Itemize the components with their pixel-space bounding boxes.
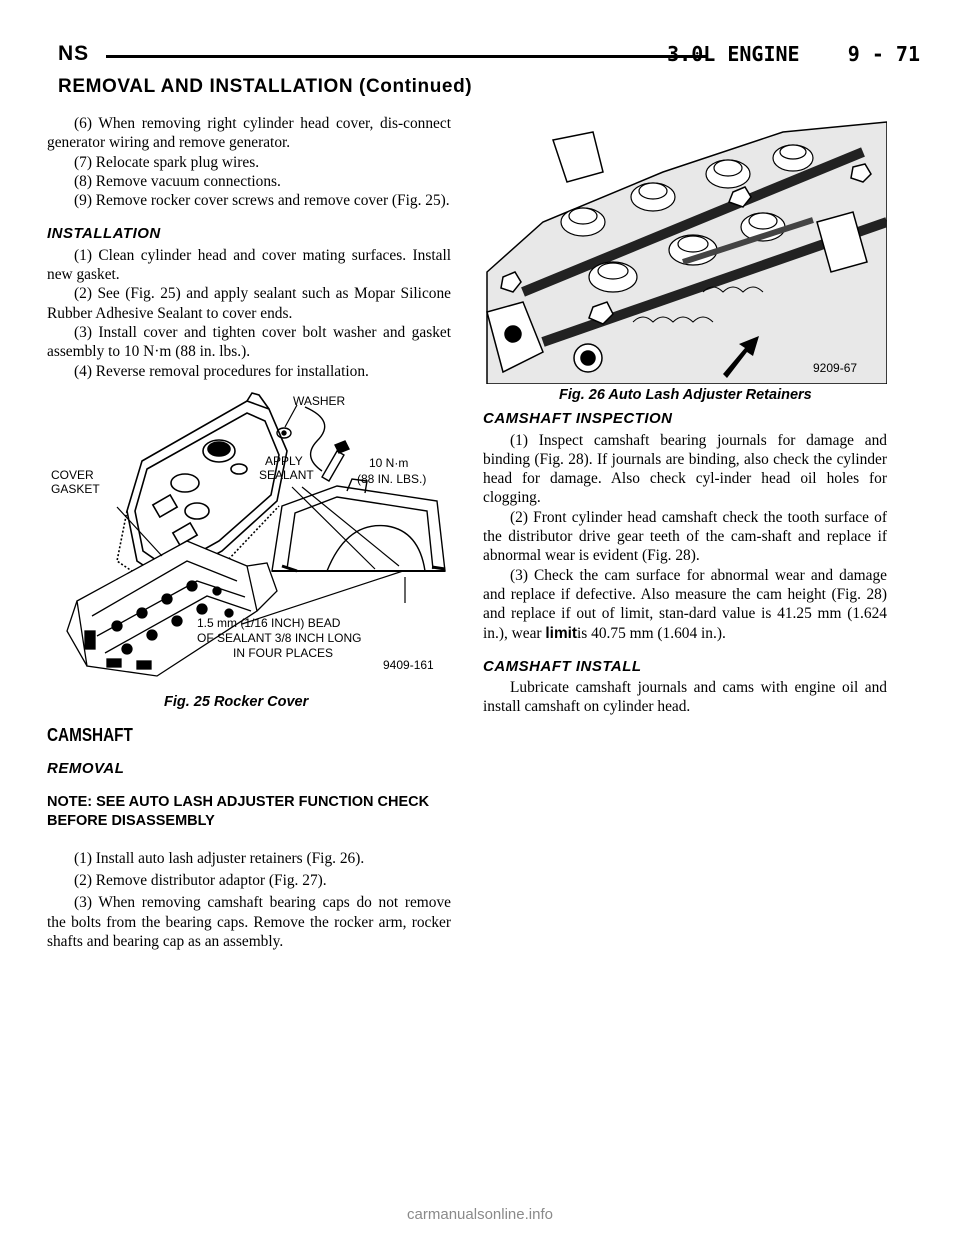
label-bead-2: OF SEALANT 3/8 INCH LONG: [197, 630, 362, 645]
section-page-number: 3.0L ENGINE 9 - 71: [667, 42, 920, 66]
label-torque-imperial: (88 IN. LBS.): [357, 471, 427, 486]
label-gasket: GASKET: [51, 481, 100, 496]
installation-step-4: (4) Reverse removal procedures for installation.: [74, 362, 369, 380]
camshaft-install-text: Lubricate camshaft journals and cams with engine oil and install camshaft on cylinder head.: [483, 679, 887, 716]
manual-code: NS: [58, 42, 90, 65]
inspection-step-3: [483, 566, 887, 643]
figure-26-auto-lash-adjuster: [483, 112, 887, 405]
right-column: [483, 112, 887, 717]
watermark: carmanualsonline.info: [407, 1206, 553, 1223]
inspection-step-3-limit: limit: [545, 624, 578, 642]
figure-26-code: 9209-67: [813, 361, 858, 375]
removal-heading: REMOVAL: [47, 760, 125, 778]
camshaft-heading: CAMSHAFT: [47, 725, 133, 746]
removal-step-8: (8) Remove vacuum connections.: [74, 172, 281, 190]
installation-step-3: (3) Install cover and tighten cover bolt washer and gasket assembly to 10 N·m (88 in. lbs.).: [47, 323, 451, 361]
section-continued-title: REMOVAL AND INSTALLATION (Continued): [58, 76, 473, 97]
installation-step-2: (2) See (Fig. 25) and apply sealant such as Mopar Silicone Rubber Adhesive Sealant to cover ends.: [47, 285, 451, 322]
camshaft-removal-step-3: (3) When removing camshaft bearing caps do not remove the bolts from the bearing caps. Remove the rocker arm, rocker shafts and bearing cap as an assembly.: [47, 894, 451, 950]
figure-25-caption: Fig. 25 Rocker Cover: [164, 693, 309, 710]
figure-25-rocker-cover: [47, 391, 451, 712]
header-rule: [106, 55, 708, 58]
label-bead-1: 1.5 mm (1/16 INCH) BEAD: [197, 615, 341, 630]
label-sealant: SEALANT: [259, 467, 314, 482]
label-bead-3: IN FOUR PLACES: [233, 645, 334, 660]
inspection-step-1: (1) Inspect camshaft bearing journals for damage and binding (Fig. 28). If journals are binding, also check the cylinder head for damage. Also check cyl-inder head oil holes for clogging.: [483, 431, 887, 507]
label-torque: 10 N·m: [369, 455, 409, 470]
figure-25-code: 9409-161: [383, 657, 434, 672]
auto-lash-adjuster-photo: [483, 112, 887, 384]
label-apply: APPLY: [265, 453, 303, 468]
camshaft-inspection-heading: CAMSHAFT INSPECTION: [483, 410, 673, 428]
removal-step-9: (9) Remove rocker cover screws and remove cover (Fig. 25).: [74, 192, 450, 210]
installation-step-1: (1) Clean cylinder head and cover mating surfaces. Install new gasket.: [47, 246, 451, 284]
removal-step-6: (6) When removing right cylinder head cover, dis-connect generator wiring and remove generator.: [47, 115, 451, 152]
installation-heading: INSTALLATION: [47, 225, 161, 243]
figure-26-caption: Fig. 26 Auto Lash Adjuster Retainers: [559, 387, 812, 403]
camshaft-removal-step-2: (2) Remove distributor adaptor (Fig. 27).: [74, 872, 327, 890]
label-cover: COVER: [51, 467, 94, 482]
rocker-cover-illustration: [47, 391, 451, 691]
left-column: [47, 114, 451, 951]
inspection-step-3-end: is 40.75 mm (1.604 in.).: [577, 624, 726, 642]
label-washer: WASHER: [293, 393, 346, 408]
lash-adjuster-note: NOTE: SEE AUTO LASH ADJUSTER FUNCTION CHECK BEFORE DISASSEMBLY: [47, 793, 430, 829]
inspection-step-2: (2) Front cylinder head camshaft check the tooth surface of the distributor drive gear teeth of the cam-shaft and replace if abnormal wear is evident (Fig. 28).: [483, 508, 887, 565]
removal-step-7: (7) Relocate spark plug wires.: [74, 153, 260, 171]
page-header: [58, 42, 920, 76]
camshaft-install-heading: CAMSHAFT INSTALL: [483, 657, 642, 675]
camshaft-removal-step-1: (1) Install auto lash adjuster retainers (Fig. 26).: [74, 849, 365, 867]
inspection-step-3-text: (3) Check the cam surface for abnormal wear and damage and replace if defective. Also measure the cam height (Fig. 28) and replace if out of limit, stan-dard value is 41.25 mm (1.624 in.), wear: [483, 566, 887, 642]
